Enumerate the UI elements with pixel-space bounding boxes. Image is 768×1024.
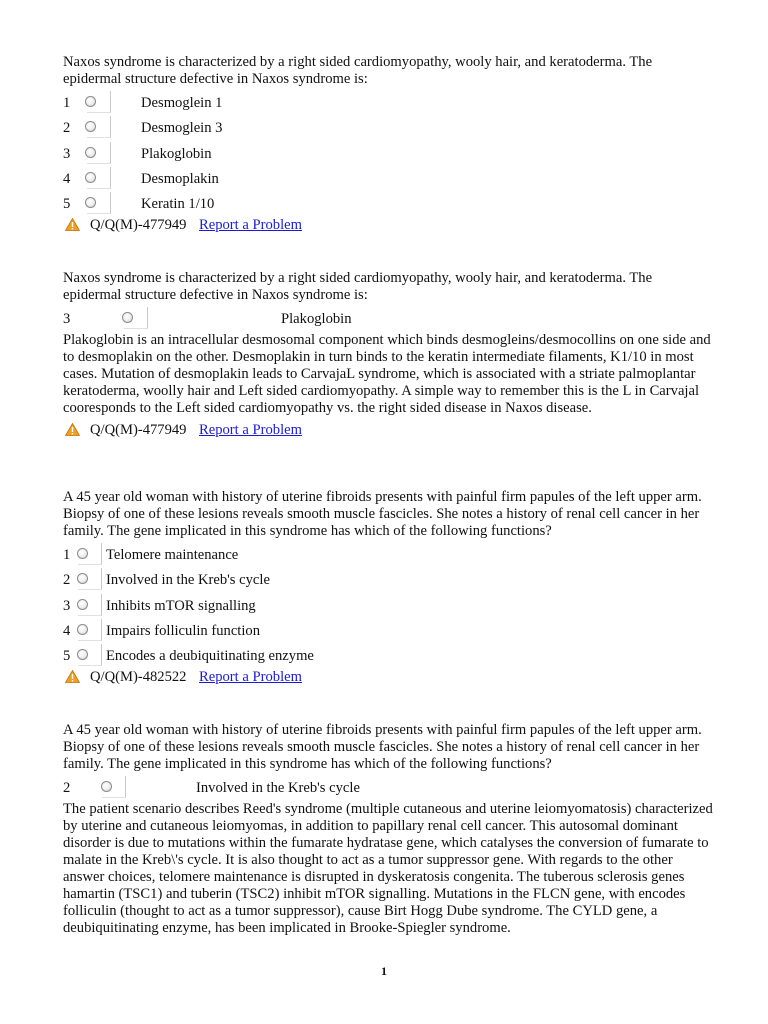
radio-button[interactable] <box>85 197 96 208</box>
option-label: Desmoglein 1 <box>141 95 223 111</box>
radio-frame <box>110 192 111 214</box>
option-number: 5 <box>63 648 71 665</box>
q2-option-2[interactable] <box>63 568 713 593</box>
radio-button[interactable] <box>77 624 88 635</box>
q2-option-5[interactable] <box>63 644 713 669</box>
question-1-text: Naxos syndrome is characterized by a right sided cardiomyopathy, wooly hair, and keratoderma. The epidermal structure defective in Naxos syndrome is: <box>63 54 653 87</box>
q1-option-5[interactable] <box>63 192 713 217</box>
answer-label: Involved in the Kreb's cycle <box>196 780 360 796</box>
warning-icon <box>65 218 80 231</box>
report-problem-link[interactable]: Report a Problem <box>199 422 302 439</box>
option-label: Involved in the Kreb's cycle <box>106 572 270 589</box>
radio-frame <box>101 594 102 616</box>
report-problem-link[interactable]: Report a Problem <box>199 217 302 234</box>
radio-button[interactable] <box>77 573 88 584</box>
option-label: Keratin 1/10 <box>141 196 215 213</box>
answer-number: 3 <box>63 311 71 327</box>
option-label: Desmoplakin <box>141 170 219 187</box>
q2-option-4[interactable] <box>63 619 713 644</box>
a2-selected-option <box>63 776 713 801</box>
radio-button[interactable] <box>77 548 88 559</box>
radio-frame <box>125 776 126 798</box>
option-number: 2 <box>63 572 71 589</box>
answer-2-question-text: A 45 year old woman with history of uterine fibroids presents with painful firm papules of the left upper arm. Biopsy of one of these lesions reveals smooth muscle fascicles. She notes a history of renal cell cancer in her family. The gene implicated in this syndrome has which of the following functions? <box>63 722 702 772</box>
a1-selected-option <box>63 307 713 332</box>
q1-option-1[interactable] <box>63 91 713 116</box>
option-label: Impairs folliculin function <box>106 622 261 639</box>
answer-1-explanation: Plakoglobin is an intracellular desmosomal component which binds desmogleins/desmocollins on one side and to desmoplakin on the other. Desmoplakin in turn binds to the keratin intermediate filaments, K1/10 in most cases. Mutation of desmoplakin leads to CarvajaL syndrome, which is associated with a striate palmoplantar keratoderma, woolly hair and Left sided cardiomyopathy. A simple way to remember this is the L in Carvajal cooresponds to the Left sided cardiomyopathy vs. the right sided disease in Naxos disease. <box>63 332 711 417</box>
answer-1 <box>63 270 713 440</box>
page-number: 1 <box>381 964 387 978</box>
warning-icon <box>65 423 80 436</box>
radio-frame <box>110 167 111 189</box>
warning-icon <box>65 670 80 683</box>
radio-button[interactable] <box>77 599 88 610</box>
q1-option-2[interactable] <box>63 116 713 141</box>
report-problem-link[interactable]: Report a Problem <box>199 669 302 686</box>
option-label: Encodes a deubiquitinating enzyme <box>106 648 314 665</box>
answer-1-question-text: Naxos syndrome is characterized by a right sided cardiomyopathy, wooly hair, and keratoderma. The epidermal structure defective in Naxos syndrome is: <box>63 270 653 303</box>
answer-label: Plakoglobin <box>281 311 352 327</box>
q2-option-3[interactable] <box>63 594 713 619</box>
option-number: 5 <box>63 196 71 213</box>
option-number: 3 <box>63 145 71 162</box>
option-number: 1 <box>63 95 71 111</box>
radio-frame <box>147 307 148 329</box>
radio-frame <box>101 568 102 590</box>
radio-button[interactable] <box>77 649 88 660</box>
option-number: 1 <box>63 547 71 563</box>
q2-report-row <box>63 669 713 687</box>
radio-frame <box>110 116 111 138</box>
radio-button <box>101 781 112 792</box>
option-number: 4 <box>63 622 71 639</box>
radio-button <box>122 312 133 323</box>
question-id: Q/Q(M)-482522 <box>90 669 187 686</box>
q1-option-3[interactable] <box>63 142 713 167</box>
q1-report-row <box>63 217 713 235</box>
question-2 <box>63 489 713 687</box>
question-1 <box>63 54 713 235</box>
radio-button[interactable] <box>85 96 96 107</box>
radio-button[interactable] <box>85 147 96 158</box>
option-number: 4 <box>63 170 71 187</box>
q1-option-4[interactable] <box>63 167 713 192</box>
answer-2-explanation: The patient scenario describes Reed's syndrome (multiple cutaneous and uterine leiomyomatosis) characterized by uterine and cutaneous leiomyomas, in addition to papillary renal cell cancer. This autosomal dominant disorder is due to mutations within the fumarate hydratase gene, which catalyses the conversion of fumarate to malate in the Kreb\'s cycle. It is also thought to act as a tumor suppressor gene. With regards to the other answer choices, telomere maintenance is disrupted in dyskeratosis congenita. The tuberous sclerosis genes hamartin (TSC1) and tuberin (TSC2) inhibit mTOR signalling. Mutations in the FLCN gene, with encodes folliculin (thought to act as a tumor suppressor), cause Birt Hogg Dube syndrome. The CYLD gene, a deubiquitinating enzyme, has been implicated in Brooke-Spiegler syndrome. <box>63 801 713 937</box>
radio-button[interactable] <box>85 121 96 132</box>
option-label: Telomere maintenance <box>106 547 239 563</box>
radio-frame <box>101 619 102 641</box>
radio-frame <box>101 644 102 666</box>
radio-frame <box>110 91 111 113</box>
radio-frame <box>110 142 111 164</box>
option-label: Plakoglobin <box>141 145 212 162</box>
option-number: 2 <box>63 120 71 137</box>
question-id: Q/Q(M)-477949 <box>90 422 187 439</box>
radio-frame <box>101 543 102 565</box>
q2-option-1[interactable] <box>63 543 713 568</box>
option-number: 3 <box>63 597 71 614</box>
question-id: Q/Q(M)-477949 <box>90 217 187 234</box>
answer-number: 2 <box>63 780 71 796</box>
option-label: Inhibits mTOR signalling <box>106 597 256 614</box>
a1-report-row <box>63 422 713 440</box>
option-label: Desmoglein 3 <box>141 120 223 137</box>
radio-button[interactable] <box>85 172 96 183</box>
answer-2 <box>63 722 713 937</box>
question-2-text: A 45 year old woman with history of uterine fibroids presents with painful firm papules of the left upper arm. Biopsy of one of these lesions reveals smooth muscle fascicles. She notes a history of renal cell cancer in her family. The gene implicated in this syndrome has which of the following functions? <box>63 489 702 539</box>
